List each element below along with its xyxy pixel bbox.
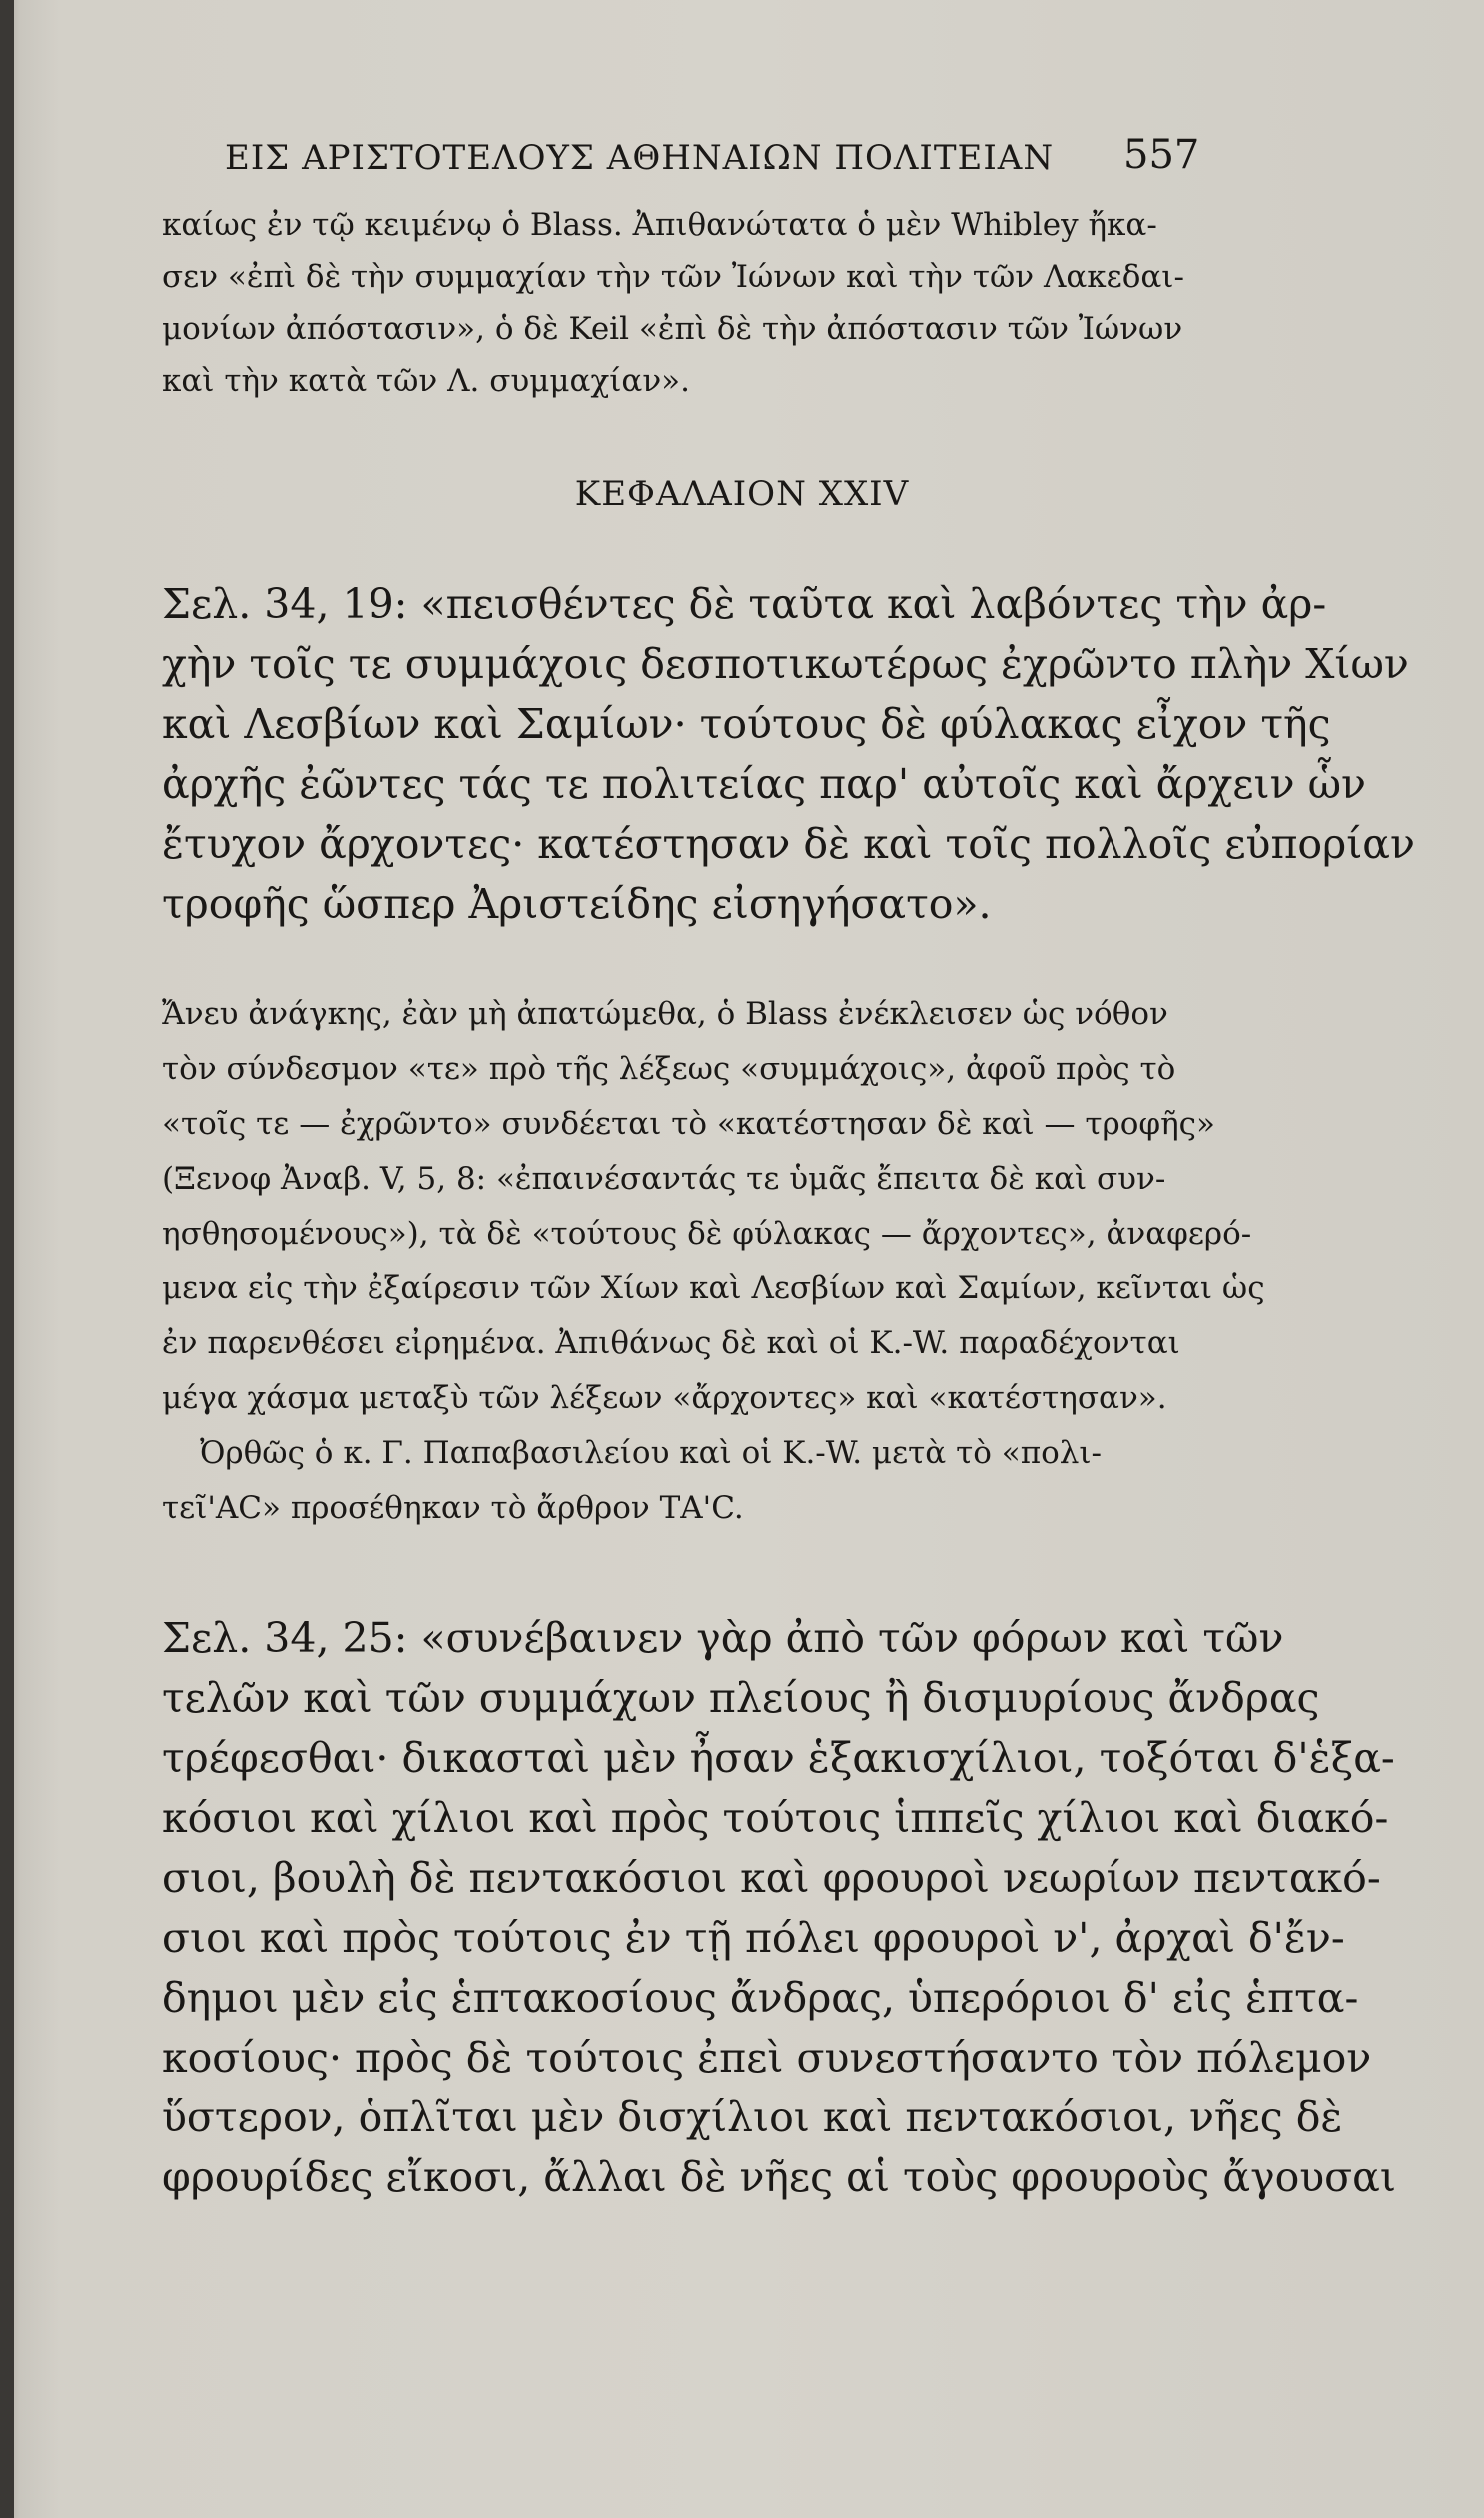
passage-line: φρουρίδες εἴκοσι, ἄλλαι δὲ νῆες αἱ τοὺς φρουροὺς ἄγουσαι [162, 2153, 1396, 2201]
chapter-heading: ΚΕΦΑΛΑΙΟΝ XXIV [574, 474, 910, 514]
page-gutter-shadow [0, 0, 14, 2518]
note-line: «τοῖς τε — ἐχρῶντο» συνδέεται τὸ «κατέστησαν δὲ καὶ — τροφῆς» [162, 1106, 1215, 1142]
passage-line: ἀρχῆς ἐῶντες τάς τε πολιτείας παρ' αὐτοῖς καὶ ἄρχειν ὧν [162, 760, 1366, 808]
note-line: ἐν παρενθέσει εἰρημένα. Ἀπιθάνως δὲ καὶ οἱ Κ.-W. παραδέχονται [162, 1325, 1180, 1361]
passage-line: τρέφεσθαι· δικασταὶ μὲν ἦσαν ἑξακισχίλιοι, τοξόται δ'ἑξα- [162, 1734, 1395, 1782]
note-line: Ὀρθῶς ὁ κ. Γ. Παπαβασιλείου καὶ οἱ Κ.-W. μετὰ τὸ «πολι- [200, 1435, 1103, 1471]
passage-line: ἔτυχον ἄρχοντες· κατέστησαν δὲ καὶ τοῖς πολλοῖς εὐπορίαν [162, 820, 1415, 868]
note-line: Ἄνευ ἀνάγκης, ἐὰν μὴ ἀπατώμεθα, ὁ Blass ἐνέκλεισεν ὡς νόθον [162, 996, 1168, 1032]
note-top-line: μονίων ἀπόστασιν», ὁ δὲ Keil «ἐπὶ δὲ τὴν ἀπόστασιν τῶν Ἰώνων [162, 311, 1183, 347]
note-line: μενα εἰς τὴν ἐξαίρεσιν τῶν Χίων καὶ Λεσβίων καὶ Σαμίων, κεῖνται ὡς [162, 1270, 1265, 1306]
passage-line: κόσιοι καὶ χίλιοι καὶ πρὸς τούτοις ἱππεῖς χίλιοι καὶ διακό- [162, 1794, 1389, 1842]
passage-line: σιοι, βουλὴ δὲ πεντακόσιοι καὶ φρουροὶ νεωρίων πεντακό- [162, 1854, 1381, 1902]
passage-line: σιοι καὶ πρὸς τούτοις ἐν τῇ πόλει φρουροὶ ν', ἀρχαὶ δ'ἔν- [162, 1914, 1345, 1962]
passage-line: χὴν τοῖς τε συμμάχοις δεσποτικωτέρως ἐχρῶντο πλὴν Χίων [162, 640, 1409, 688]
page-number: 557 [1123, 132, 1200, 178]
note-top-line: σεν «ἐπὶ δὲ τὴν συμμαχίαν τὴν τῶν Ἰώνων καὶ τὴν τῶν Λακεδαι- [162, 259, 1184, 295]
passage-line: Σελ. 34, 25: «συνέβαινεν γὰρ ἀπὸ τῶν φόρων καὶ τῶν [162, 1614, 1284, 1662]
passage-line: τροφῆς ὥσπερ Ἀριστείδης εἰσηγήσατο». [162, 880, 992, 928]
passage-line: ὕστερον, ὁπλῖται μὲν δισχίλιοι καὶ πεντακόσιοι, νῆες δὲ [162, 2094, 1343, 2141]
note-line: τὸν σύνδεσμον «τε» πρὸ τῆς λέξεως «συμμάχοις», ἀφοῦ πρὸς τὸ [162, 1051, 1176, 1087]
note-line: ησθησομένους»), τὰ δὲ «τούτους δὲ φύλακας — ἄρχοντες», ἀναφερό- [162, 1216, 1252, 1252]
passage-line: τελῶν καὶ τῶν συμμάχων πλείους ἢ δισμυρίους ἄνδρας [162, 1674, 1320, 1722]
note-top-line: καὶ τὴν κατὰ τῶν Λ. συμμαχίαν». [162, 363, 690, 399]
note-line: (Ξενοφ Ἀναβ. V, 5, 8: «ἐπαινέσαντάς τε ὑμᾶς ἔπειτα δὲ καὶ συν- [162, 1161, 1166, 1197]
passage-line: κοσίους· πρὸς δὲ τούτοις ἐπεὶ συνεστήσαντο τὸν πόλεμον [162, 2034, 1372, 2082]
running-title: ΕΙΣ ΑΡΙΣΤΟΤΕΛΟΥΣ ΑΘΗΝΑΙΩΝ ΠΟΛΙΤΕΙΑΝ [225, 138, 1055, 178]
passage-line: δημοι μὲν εἰς ἑπτακοσίους ἄνδρας, ὑπερόριοι δ' εἰς ἑπτα- [162, 1974, 1359, 2022]
note-line: μέγα χάσμα μεταξὺ τῶν λέξεων «ἄρχοντες» καὶ «κατέστησαν». [162, 1380, 1167, 1416]
passage-line: Σελ. 34, 19: «πεισθέντες δὲ ταῦτα καὶ λαβόντες τὴν ἀρ- [162, 580, 1327, 628]
note-top-line: καίως ἐν τῷ κειμένῳ ὁ Blass. Ἀπιθανώτατα ὁ μὲν Whibley ἤκα- [162, 207, 1157, 243]
passage-line: καὶ Λεσβίων καὶ Σαμίων· τούτους δὲ φύλακας εἶχον τῆς [162, 700, 1331, 748]
note-line: τεῖ'ΑC» προσέθηκαν τὸ ἄρθρον ΤΑ'C. [162, 1490, 744, 1526]
